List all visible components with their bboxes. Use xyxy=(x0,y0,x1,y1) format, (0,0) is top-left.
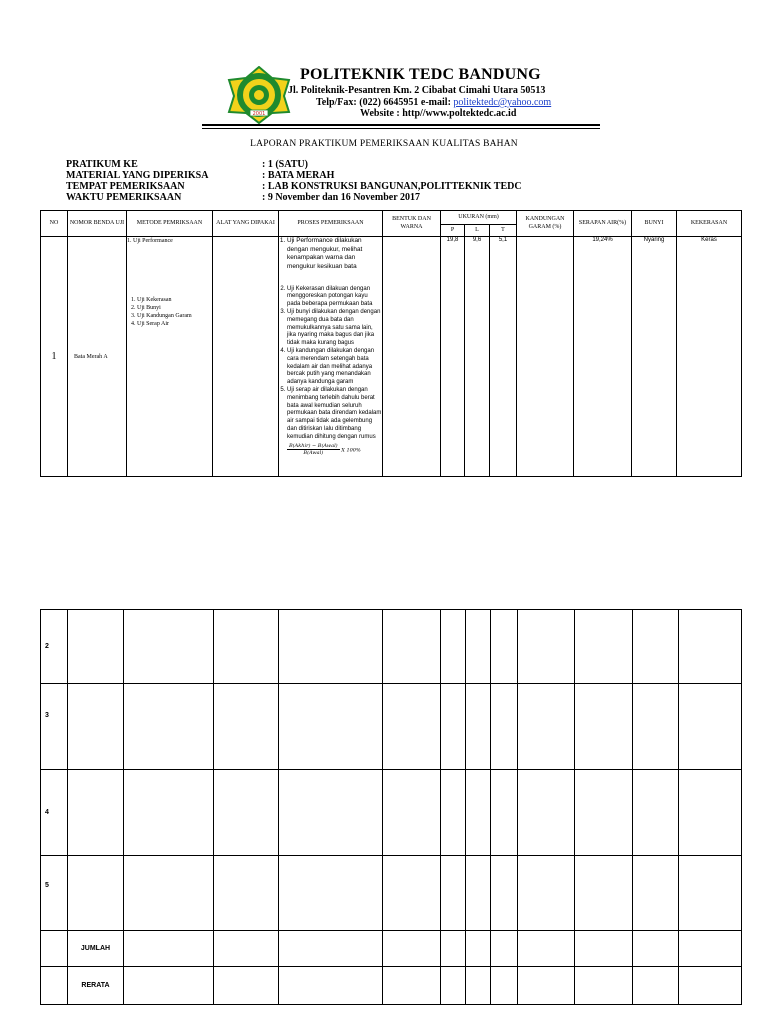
metode-item: 2. Uji Bunyi xyxy=(137,304,212,312)
header-bunyi: BUNYI xyxy=(632,211,677,237)
institution-contact xyxy=(316,97,551,108)
formula-tail: X 100% xyxy=(341,447,361,454)
formula-numerator: B(Akhir) − B(Awal) xyxy=(289,442,338,449)
proses-item: 2. Uji Kekerasan dilakuan dengan menggoreskan potongan kayu pada beberapa permukaan bata xyxy=(287,286,382,309)
row-number: 4 xyxy=(41,770,68,856)
continuation-table xyxy=(40,609,742,1005)
formula xyxy=(279,443,382,457)
info-value-tempat: : LAB KONSTRUKSI BANGUNAN,POLITTEKNIK TEDC xyxy=(262,181,522,192)
header-proses: PROSES PEMERIKSAAN xyxy=(279,211,383,237)
header-serapan: SERAPAN AIR(%) xyxy=(574,211,632,237)
header-garam: KANDUNGAN GARAM (%) xyxy=(517,211,574,237)
row-bentuk xyxy=(383,237,441,477)
row-number: 3 xyxy=(41,684,68,770)
row-serapan: 19,24% xyxy=(574,237,632,477)
header-bentuk: BENTUK DAN WARNA xyxy=(383,211,441,237)
info-label-tempat: TEMPAT PEMERIKSAAN xyxy=(66,181,185,192)
logo-year: 2001 xyxy=(252,111,266,117)
header-rule-thin xyxy=(202,128,600,129)
jumlah-label: JUMLAH xyxy=(68,931,124,967)
row-garam xyxy=(517,237,574,477)
table-row xyxy=(41,770,742,856)
row-kekerasan: Keras xyxy=(677,237,742,477)
report-title: LAPORAN PRAKTIKUM PEMERIKSAAN KUALITAS BAHAN xyxy=(250,139,518,149)
row-no: 1 xyxy=(41,237,68,477)
info-label-waktu: WAKTU PEMERIKSAAN xyxy=(66,192,182,203)
institution-address: Jl. Politeknik-Pesantren Km. 2 Cibabat Cimahi Utara 50513 xyxy=(288,85,546,96)
metode-item: 3. Uji Kandungan Garam xyxy=(137,312,212,320)
table-row xyxy=(41,610,742,684)
header-ukuran-t: T xyxy=(490,225,517,237)
header-ukuran: UKURAN (mm) xyxy=(441,211,517,225)
header-no: NO xyxy=(41,211,68,237)
table-row xyxy=(41,856,742,931)
rerata-label: RERATA xyxy=(68,967,124,1005)
proses-item: 3. Uji bunyi dilakukan dengan dengan memegang dua bata dan memukulkannya satu sama lain, jika nyaring maka bagus dan jika tidak maka kurang bagus xyxy=(287,309,382,348)
row-metode xyxy=(127,237,213,477)
header-rule xyxy=(202,124,600,126)
institution-logo xyxy=(226,66,292,124)
table-row xyxy=(41,684,742,770)
row-nomor-benda: Bata Merah A xyxy=(68,237,127,477)
institution-name: POLITEKNIK TEDC BANDUNG xyxy=(300,66,541,83)
proses-first: 1. Uji Performance dilakukan dengan mengukur, melihat kenampakan warna dan mengukur kesikuan bata xyxy=(287,237,382,272)
header-nomor-benda: NOMOR BENDA UJI xyxy=(68,211,127,237)
test-results-table xyxy=(40,210,742,477)
header-alat: ALAT YANG DIPAKAI xyxy=(213,211,279,237)
header-ukuran-p: P xyxy=(441,225,465,237)
row-number: 2 xyxy=(41,610,68,684)
metode-item: 4. Uji Serap Air xyxy=(137,320,212,328)
table-row-jumlah xyxy=(41,931,742,967)
proses-item: 5. Uji serap air dilakukan dengan menimbang terlebih dahulu berat bata awal kemudian seluruh permukaan bata direndam kedalam air sampai tidak ada gelembung dan ditiriskan lalu ditimbang kemudian dihitung dengan rumus xyxy=(287,387,382,442)
metode-item: 1. Uji Kekerasan xyxy=(137,296,212,304)
contact-prefix: Telp/Fax: (022) 6645951 e-mail: xyxy=(316,97,451,108)
formula-denominator: B(Awal) xyxy=(303,450,324,456)
header-kekerasan: KEKERASAN xyxy=(677,211,742,237)
header-metode: METODE PEMRIKSAAN xyxy=(127,211,213,237)
row-proses xyxy=(279,237,383,477)
info-label-material: MATERIAL YANG DIPERIKSA xyxy=(66,170,209,181)
metode-first: 1. Uji Performance xyxy=(127,238,173,244)
info-label-praktikum: PRATIKUM KE xyxy=(66,159,138,170)
row-l: 9,6 xyxy=(465,237,490,477)
row-bunyi: Nyaring xyxy=(632,237,677,477)
email-link[interactable]: politektedc@yahoo.com xyxy=(453,97,552,108)
table-row xyxy=(41,237,742,477)
institution-website: Website : http//www.poltektedc.ac.id xyxy=(360,108,517,119)
row-number: 5 xyxy=(41,856,68,931)
table-row-rerata xyxy=(41,967,742,1005)
info-value-praktikum: : 1 (SATU) xyxy=(262,159,308,170)
row-p: 19,8 xyxy=(441,237,465,477)
row-alat xyxy=(213,237,279,477)
info-value-waktu: : 9 November dan 16 November 2017 xyxy=(262,192,420,203)
info-value-material: : BATA MERAH xyxy=(262,170,335,181)
row-t: 5,1 xyxy=(490,237,517,477)
proses-item: 4. Uji kandungan dilakukan dengan cara merendam setengah bata kedalam air dan melihat adanya bercak putih yang menandakan adanya kandunga garam xyxy=(287,348,382,387)
header-ukuran-l: L xyxy=(465,225,490,237)
